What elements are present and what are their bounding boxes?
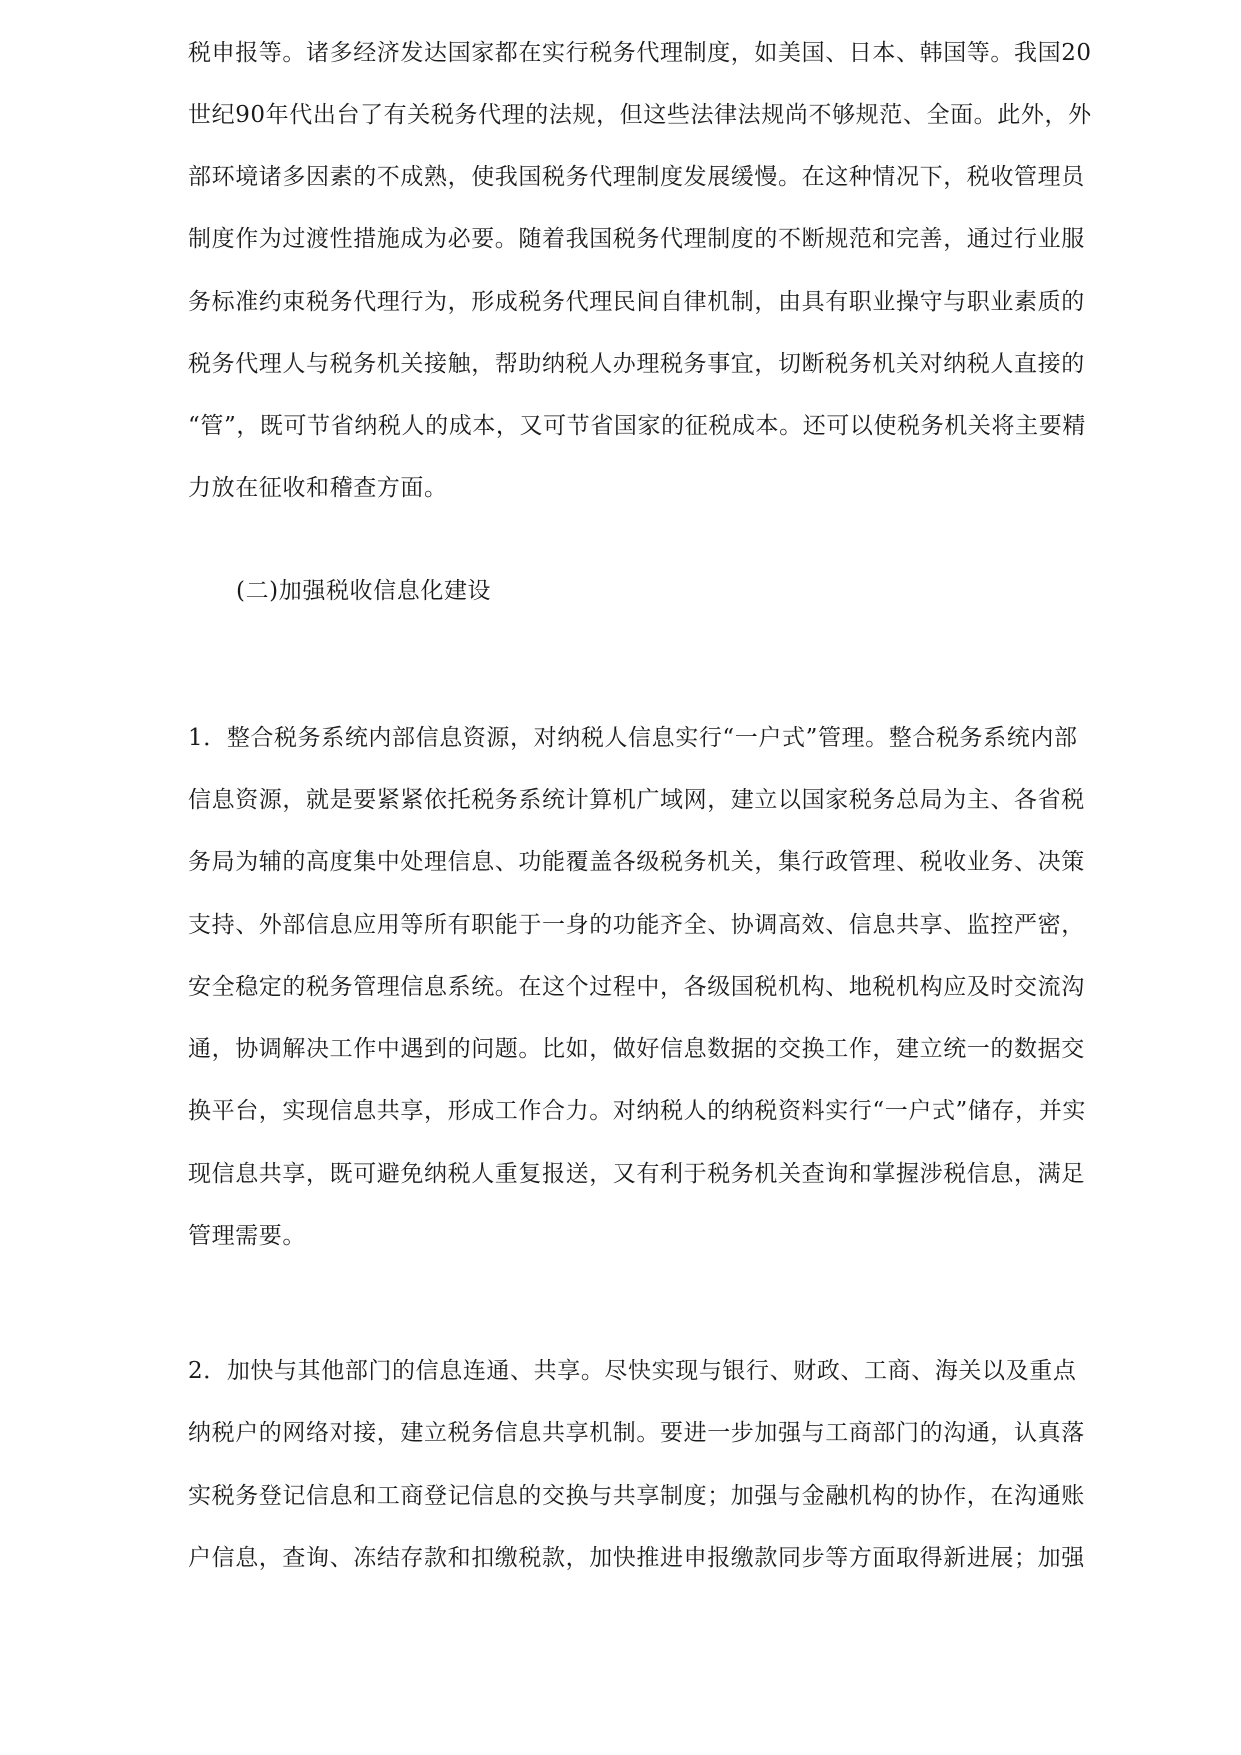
body-text-line: 户信息，查询、冻结存款和扣缴税款，加快推进申报缴款同步等方面取得新进展；加强 [188, 1545, 1085, 1571]
body-text-line: 支持、外部信息应用等所有职能于一身的功能齐全、协调高效、信息共享、监控严密， [188, 912, 1085, 938]
section-heading: (二)加强税收信息化建设 [236, 578, 492, 604]
body-text-line: “管”，既可节省纳税人的成本，又可节省国家的征税成本。还可以使税务机关将主要精 [188, 413, 1086, 439]
body-text-line: 纳税户的网络对接，建立税务信息共享机制。要进一步加强与工商部门的沟通，认真落 [188, 1420, 1085, 1446]
body-text-line: 制度作为过渡性措施成为必要。随着我国税务代理制度的不断规范和完善，通过行业服 [188, 226, 1085, 252]
body-text-line: 税务代理人与税务机关接触，帮助纳税人办理税务事宜，切断税务机关对纳税人直接的 [188, 351, 1085, 377]
body-text-line: 安全稳定的税务管理信息系统。在这个过程中，各级国税机构、地税机构应及时交流沟 [188, 974, 1085, 1000]
body-text-line: 现信息共享，既可避免纳税人重复报送，又有利于税务机关查询和掌握涉税信息，满足 [188, 1161, 1085, 1187]
body-text-line: 务标准约束税务代理行为，形成税务代理民间自律机制，由具有职业操守与职业素质的 [188, 289, 1085, 315]
body-text-line: 力放在征收和稽查方面。 [188, 475, 448, 501]
body-text-line: 部环境诸多因素的不成熟，使我国税务代理制度发展缓慢。在这种情况下，税收管理员 [188, 164, 1085, 190]
body-text-line: 换平台，实现信息共享，形成工作合力。对纳税人的纳税资料实行“一户式”储存，并实 [188, 1098, 1086, 1124]
body-text-line: 2．加快与其他部门的信息连通、共享。尽快实现与银行、财政、工商、海关以及重点 [188, 1358, 1077, 1384]
body-text-line: 管理需要。 [188, 1223, 306, 1249]
body-text-line: 1．整合税务系统内部信息资源，对纳税人信息实行“一户式”管理。整合税务系统内部 [188, 725, 1078, 751]
body-text-line: 通，协调解决工作中遇到的问题。比如，做好信息数据的交换工作，建立统一的数据交 [188, 1036, 1085, 1062]
body-text-line: 信息资源，就是要紧紧依托税务系统计算机广域网，建立以国家税务总局为主、各省税 [188, 787, 1085, 813]
body-text-line: 税申报等。诸多经济发达国家都在实行税务代理制度，如美国、日本、韩国等。我国20 [188, 40, 1092, 66]
body-text-line: 实税务登记信息和工商登记信息的交换与共享制度；加强与金融机构的协作，在沟通账 [188, 1483, 1085, 1509]
body-text-line: 世纪90年代出台了有关税务代理的法规，但这些法律法规尚不够规范、全面。此外，外 [188, 102, 1092, 128]
body-text-line: 务局为辅的高度集中处理信息、功能覆盖各级税务机关，集行政管理、税收业务、决策 [188, 849, 1085, 875]
